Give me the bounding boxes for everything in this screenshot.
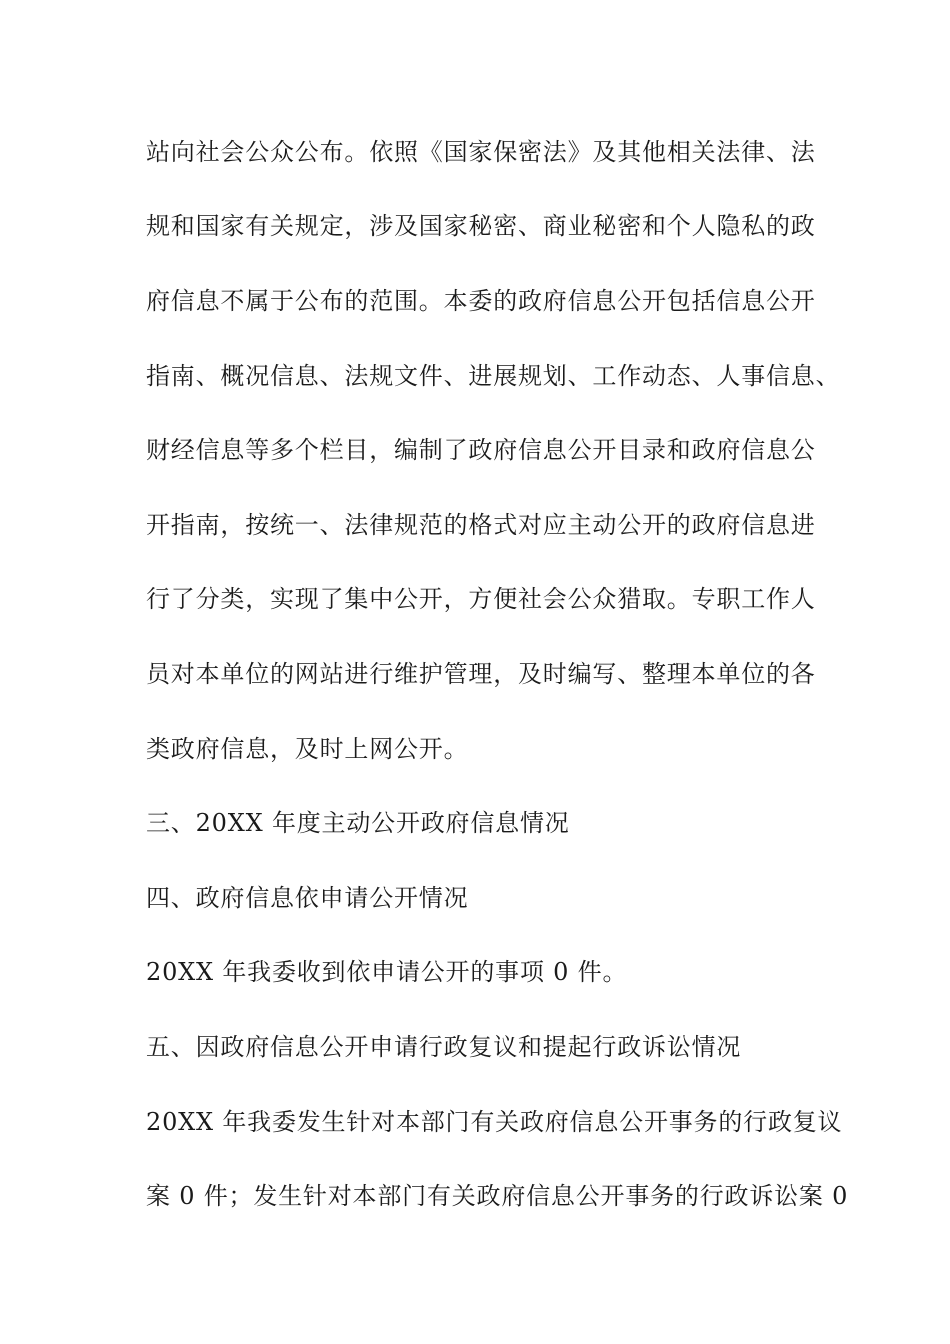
body-text-line: 府信息不属于公布的范围。本委的政府信息公开包括信息公开 bbox=[146, 287, 816, 315]
body-text-line: 站向社会公众公布。依照《国家保密法》及其他相关法律、法 bbox=[146, 138, 816, 166]
body-text-line: 财经信息等多个栏目，编制了政府信息公开目录和政府信息公 bbox=[146, 436, 816, 464]
section-heading: 三、20XX 年度主动公开政府信息情况 bbox=[146, 809, 570, 837]
body-text-line: 员对本单位的网站进行维护管理，及时编写、整理本单位的各 bbox=[146, 660, 816, 688]
body-text-line: 20XX 年我委发生针对本部门有关政府信息公开事务的行政复议 bbox=[146, 1108, 843, 1136]
body-text-line: 规和国家有关规定，涉及国家秘密、商业秘密和个人隐私的政 bbox=[146, 212, 816, 240]
body-text-line: 类政府信息，及时上网公开。 bbox=[146, 735, 469, 763]
body-text-line: 20XX 年我委收到依申请公开的事项 0 件。 bbox=[146, 958, 628, 986]
body-text-line: 案 0 件；发生针对本部门有关政府信息公开事务的行政诉讼案 0 bbox=[146, 1182, 849, 1210]
section-heading: 四、政府信息依申请公开情况 bbox=[146, 884, 469, 912]
section-heading: 五、因政府信息公开申请行政复议和提起行政诉讼情况 bbox=[146, 1033, 742, 1061]
body-text-line: 行了分类，实现了集中公开，方便社会公众猎取。专职工作人 bbox=[146, 585, 816, 613]
body-text-line: 开指南，按统一、法律规范的格式对应主动公开的政府信息进 bbox=[146, 511, 816, 539]
body-text-line: 指南、概况信息、法规文件、进展规划、工作动态、人事信息、 bbox=[146, 362, 841, 390]
